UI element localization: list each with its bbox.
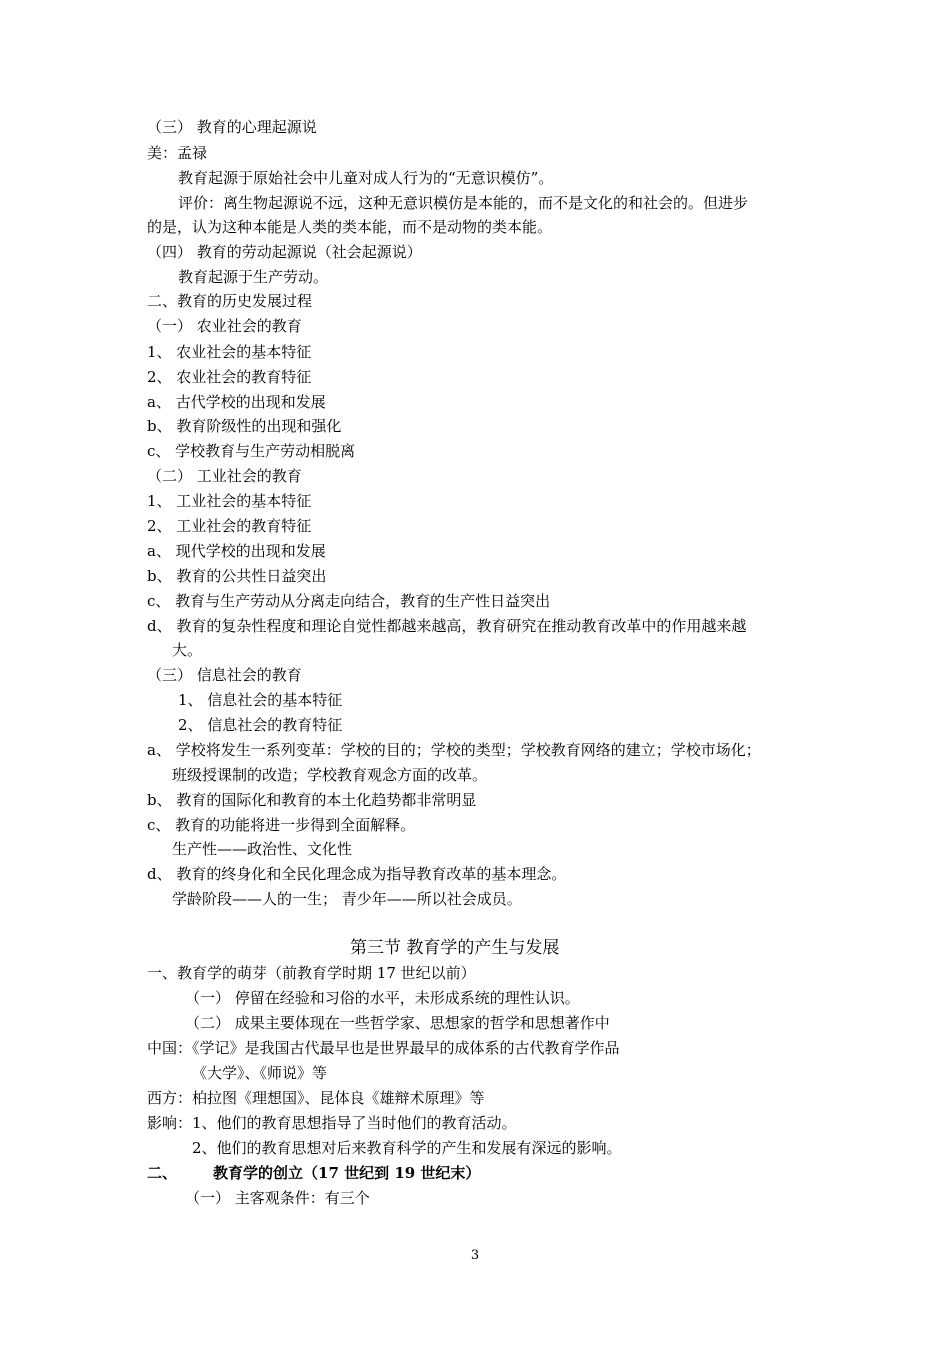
text-line: b、 教育的国际化和教育的本土化趋势都非常明显 bbox=[147, 791, 477, 809]
text-line: （三） 教育的心理起源说 bbox=[147, 118, 317, 136]
text-line: c、 教育与生产劳动从分离走向结合，教育的生产性日益突出 bbox=[147, 592, 551, 610]
text-line: （四） 教育的劳动起源说（社会起源说） bbox=[147, 243, 422, 261]
text-line: 1、 信息社会的基本特征 bbox=[178, 691, 343, 709]
text-line: 《大学》、《师说》等 bbox=[192, 1064, 328, 1082]
text-line: （一） 农业社会的教育 bbox=[147, 317, 302, 335]
text-line: （三） 信息社会的教育 bbox=[147, 666, 302, 684]
text-line: （一） 停留在经验和习俗的水平，未形成系统的理性认识。 bbox=[185, 989, 580, 1007]
section-heading: 二、教育的历史发展过程 bbox=[147, 292, 313, 310]
text-line: b、 教育的公共性日益突出 bbox=[147, 567, 327, 585]
text-line: 2、 农业社会的教育特征 bbox=[147, 368, 312, 386]
section-title: 第三节 教育学的产生与发展 bbox=[350, 938, 560, 958]
text-line: 1、 工业社会的基本特征 bbox=[147, 492, 312, 510]
text-line: （一） 主客观条件：有三个 bbox=[185, 1189, 370, 1207]
text-line: b、 教育阶级性的出现和强化 bbox=[147, 417, 342, 435]
text-line: 2、 信息社会的教育特征 bbox=[178, 716, 343, 734]
text-line: 的是，认为这种本能是人类的类本能，而不是动物的类本能。 bbox=[147, 218, 553, 236]
text-line: 2、 工业社会的教育特征 bbox=[147, 517, 312, 535]
text-line: d、 教育的终身化和全民化理念成为指导教育改革的基本理念。 bbox=[147, 865, 567, 883]
text-line: c、 学校教育与生产劳动相脱离 bbox=[147, 442, 356, 460]
text-line: a、 现代学校的出现和发展 bbox=[147, 542, 326, 560]
section-heading: 教育学的创立（17 世纪到 19 世纪末） bbox=[213, 1164, 481, 1182]
page-number: 3 bbox=[470, 1248, 480, 1263]
text-line: a、 学校将发生一系列变革：学校的目的；学校的类型；学校教育网络的建立；学校市场化； bbox=[147, 741, 761, 759]
text-line: 2、他们的教育思想对后来教育科学的产生和发展有深远的影响。 bbox=[192, 1139, 622, 1157]
text-line: 教育起源于原始社会中儿童对成人行为的“无意识模仿”。 bbox=[178, 169, 554, 187]
text-line: 教育起源于生产劳动。 bbox=[178, 268, 329, 286]
text-line: 中国：《学记》是我国古代最早也是世界最早的成体系的古代教育学作品 bbox=[147, 1039, 620, 1057]
text-line: 美：孟禄 bbox=[147, 144, 208, 162]
text-line: 大。 bbox=[172, 641, 203, 659]
text-line: a、 古代学校的出现和发展 bbox=[147, 393, 326, 411]
text-line: 评价：离生物起源说不远，这种无意识模仿是本能的，而不是文化的和社会的。但进步 bbox=[178, 194, 749, 212]
text-line: 1、 农业社会的基本特征 bbox=[147, 343, 312, 361]
text-line: （二） 成果主要体现在一些哲学家、思想家的哲学和思想著作中 bbox=[185, 1014, 610, 1032]
text-line: 生产性——政治性、文化性 bbox=[172, 840, 353, 858]
section-number: 二、 bbox=[147, 1164, 178, 1182]
text-line: （二） 工业社会的教育 bbox=[147, 467, 302, 485]
text-line: 西方：柏拉图《理想国》、昆体良《雄辩术原理》等 bbox=[147, 1089, 485, 1107]
text-line: 影响：1、他们的教育思想指导了当时他们的教育活动。 bbox=[147, 1114, 517, 1132]
section-heading: 一、教育学的萌芽（前教育学时期 17 世纪以前） bbox=[147, 964, 476, 982]
text-line: 学龄阶段——人的一生； 青少年——所以社会成员。 bbox=[172, 890, 522, 908]
text-line: d、 教育的复杂性程度和理论自觉性都越来越高，教育研究在推动教育改革中的作用越来越 bbox=[147, 617, 747, 635]
text-line: c、 教育的功能将进一步得到全面解释。 bbox=[147, 816, 416, 834]
text-line: 班级授课制的改造；学校教育观念方面的改革。 bbox=[172, 766, 488, 784]
